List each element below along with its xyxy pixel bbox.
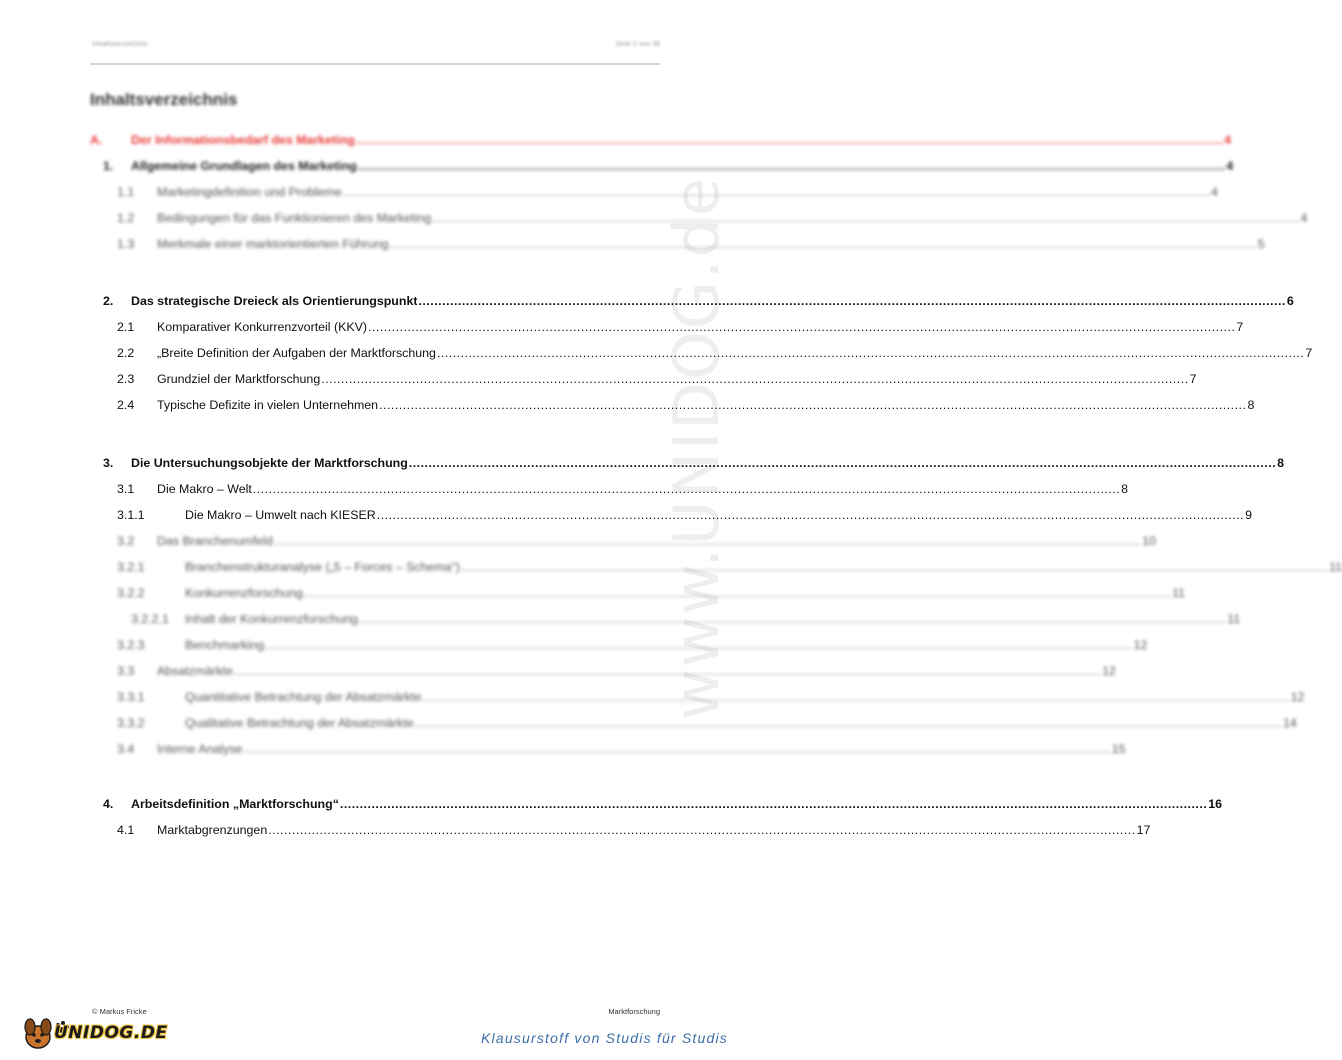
toc-entry-title: Bedingungen für das Funktionieren des Marketing (157, 211, 432, 225)
toc-leader-dots: ............................................................................................................................................................................................................................ (303, 586, 1172, 600)
toc-leader-dots: ............................................................................................................................................................................................................................ (358, 612, 1227, 626)
toc-leader-dots: ............................................................................................................................................................................................................................ (268, 823, 1136, 837)
toc-leader-dots: ............................................................................................................................................................................................................................ (273, 534, 1142, 548)
toc-entry-title: Merkmale einer marktorientierten Führung (157, 237, 389, 251)
toc-entry[interactable] (0, 795, 1223, 813)
toc-entry[interactable] (0, 714, 1297, 732)
toc-entry-number: 4.1 (117, 823, 135, 837)
toc-entry-number: 2.3 (117, 372, 135, 386)
toc-entry[interactable] (0, 344, 1313, 362)
toc-entry[interactable] (0, 235, 1265, 253)
toc-leader-dots: ............................................................................................................................................................................................................................ (357, 159, 1226, 173)
toc-entry-title: Die Makro – Welt (157, 482, 252, 496)
toc-entry-number: 3.1 (117, 482, 135, 496)
toc-entry[interactable] (0, 662, 1116, 680)
toc-entry[interactable] (0, 318, 1244, 336)
toc-entry-page: 4 (1210, 185, 1218, 199)
toc-entry-number: 1.1 (117, 185, 135, 199)
toc-entry-page: 12 (1133, 638, 1148, 652)
toc-entry-page: 14 (1283, 716, 1297, 730)
toc-entry[interactable] (0, 610, 1241, 628)
toc-entry-page: 8 (1121, 482, 1129, 496)
toc-leader-dots: ............................................................................................................................................................................................................................ (414, 716, 1283, 730)
toc-entry-number: 3.3 (117, 664, 135, 678)
toc-leader-dots: ............................................................................................................................................................................................................................ (422, 690, 1290, 704)
toc-entry-number: 1. (103, 159, 114, 173)
toc-entry[interactable] (0, 636, 1148, 654)
toc-entry[interactable] (0, 157, 1234, 175)
toc-entry-number: 3.2.2 (117, 586, 145, 600)
toc-entry-number: 2.1 (117, 320, 135, 334)
toc-entry[interactable] (0, 584, 1186, 602)
toc-entry-page: 5 (1257, 237, 1265, 251)
toc-entry-page: 6 (1286, 294, 1294, 308)
toc-entry-title: Branchenstrukturanalyse („5 – Forces – Schema“) (185, 560, 460, 574)
toc-entry-number: 2.4 (117, 398, 135, 412)
toc-entry-title: Inhalt der Konkurrenzforschung (185, 612, 358, 626)
toc-entry-title: Konkurrenzforschung (185, 586, 303, 600)
toc-entry-title: Arbeitsdefinition „Marktforschung“ (131, 797, 339, 811)
toc-leader-dots: ............................................................................................................................................................................................................................ (389, 237, 1257, 251)
toc-leader-dots: ............................................................................................................................................................................................................................ (233, 664, 1102, 678)
toc-entry-title: Typische Defizite in vielen Unternehmen (157, 398, 379, 412)
toc-leader-dots: ............................................................................................................................................................................................................................ (432, 211, 1300, 225)
toc-entry-title: Das Branchenumfeld (157, 534, 273, 548)
toc-leader-dots: ............................................................................................................................................................................................................................ (418, 294, 1286, 308)
toc-entry-page: 7 (1189, 372, 1197, 386)
toc-entry-number: 3.2.3 (117, 638, 145, 652)
toc-leader-dots: ............................................................................................................................................................................................................................ (368, 320, 1236, 334)
toc-entry-page: 16 (1208, 797, 1223, 811)
toc-leader-dots: ............................................................................................................................................................................................................................ (379, 398, 1247, 412)
toc-entry[interactable] (0, 183, 1218, 201)
toc-entry-page: 8 (1247, 398, 1255, 412)
toc-entry-number: A. (90, 133, 103, 147)
footer-author: © Markus Fricke (92, 1007, 147, 1016)
toc-entry-number: 3.3.2 (117, 716, 145, 730)
toc-entry[interactable] (0, 370, 1197, 388)
toc-entry[interactable] (0, 480, 1129, 498)
header-left: Inhaltsverzeichnis (92, 41, 148, 48)
toc-entry-title: Grundziel der Marktforschung (157, 372, 321, 386)
toc-entry-page: 12 (1102, 664, 1116, 678)
toc-entry-number: 3.2.1 (117, 560, 145, 574)
logo-text: UNIDOG.DE (54, 1023, 168, 1043)
watermark: www.UNIDOG.de (660, 176, 733, 720)
toc-entry-page: 7 (1305, 346, 1313, 360)
toc-entry-title: Interne Analyse (157, 742, 243, 756)
toc-entry-number: 3.4 (117, 742, 135, 756)
toc-leader-dots: ............................................................................................................................................................................................................................ (460, 560, 1329, 574)
footer-subject: Marktforschung (608, 1007, 660, 1016)
toc-entry[interactable] (0, 454, 1285, 472)
toc-leader-dots: ............................................................................................................................................................................................................................ (408, 456, 1277, 470)
toc-leader-dots: ............................................................................................................................................................................................................................ (339, 797, 1208, 811)
footer-tagline: Klausurstoff von Studis für Studis (480, 1030, 728, 1046)
toc-entry[interactable] (0, 131, 1232, 149)
toc-leader-dots: ............................................................................................................................................................................................................................ (243, 742, 1111, 756)
toc-entry[interactable] (0, 532, 1156, 550)
toc-entry-page: 8 (1277, 456, 1285, 470)
toc-entry-number: 2. (103, 294, 114, 308)
toc-entry[interactable] (0, 740, 1126, 758)
toc-entry-number: 1.3 (117, 237, 135, 251)
toc-entry-title: „Breite Definition der Aufgaben der Marktforschung (157, 346, 436, 360)
toc-entry-number: 3.1.1 (117, 508, 145, 522)
toc-entry-number: 1.2 (117, 211, 135, 225)
toc-entry-number: 3.2 (117, 534, 135, 548)
toc-entry[interactable] (0, 209, 1308, 227)
toc-entry-number: 2.2 (117, 346, 135, 360)
toc-entry-page: 11 (1227, 612, 1241, 626)
toc-entry-page: 7 (1236, 320, 1244, 334)
toc-leader-dots: ............................................................................................................................................................................................................................ (436, 346, 1305, 360)
toc-entry-title: Komparativer Konkurrenzvorteil (KKV) (157, 320, 368, 334)
toc-entry[interactable] (0, 292, 1294, 310)
toc-entry[interactable] (0, 558, 1342, 576)
toc-entry-number: 3. (103, 456, 114, 470)
toc-entry-number: 3.2.2.1 (131, 612, 169, 626)
toc-entry-title: Das strategische Dreieck als Orientierungspunkt (131, 294, 418, 308)
toc-entry-page: 12 (1290, 690, 1305, 704)
toc-entry-page: 4 (1224, 133, 1232, 147)
toc-entry-title: Absatzmärkte (157, 664, 233, 678)
toc-entry-page: 11 (1172, 586, 1186, 600)
toc-entry[interactable] (0, 821, 1151, 839)
toc-leader-dots: ............................................................................................................................................................................................................................ (376, 508, 1245, 522)
toc-entry-title: Die Untersuchungsobjekte der Marktforschung (131, 456, 408, 470)
toc-entry-title: Der Informationsbedarf des Marketing (131, 133, 355, 147)
toc-entry[interactable] (0, 396, 1255, 414)
toc-entry-page: 17 (1136, 823, 1151, 837)
toc-entry-number: 4. (103, 797, 114, 811)
toc-entry-title: Die Makro – Umwelt nach KIESER (185, 508, 376, 522)
toc-entry-page: 10 (1142, 534, 1156, 548)
toc-entry-title: Marketingdefinition und Probleme (157, 185, 342, 199)
toc-title: Inhaltsverzeichnis (90, 90, 238, 109)
toc-entry-title: Qualitative Betrachtung der Absatzmärkte (185, 716, 414, 730)
toc-entry-page: 11 (1329, 560, 1342, 574)
toc-entry-page: 4 (1226, 159, 1234, 173)
toc-entry[interactable] (0, 688, 1305, 706)
toc-leader-dots: ............................................................................................................................................................................................................................ (342, 185, 1210, 199)
toc-leader-dots: ............................................................................................................................................................................................................................ (252, 482, 1121, 496)
toc-entry-title: Allgemeine Grundlagen des Marketing (131, 159, 357, 173)
toc-entry-page: 15 (1111, 742, 1126, 756)
toc-entry-title: Benchmarking (185, 638, 265, 652)
toc-leader-dots: ............................................................................................................................................................................................................................ (355, 133, 1224, 147)
toc-entry-number: 3.3.1 (117, 690, 145, 704)
toc-entry[interactable] (0, 506, 1253, 524)
toc-entry-title: Marktabgrenzungen (157, 823, 268, 837)
toc-entry-page: 4 (1300, 211, 1308, 225)
toc-entry-title: Quantitative Betrachtung der Absatzmärkte (185, 690, 422, 704)
toc-entry-page: 9 (1245, 508, 1253, 522)
toc-leader-dots: ............................................................................................................................................................................................................................ (321, 372, 1189, 386)
header-rule (90, 63, 660, 65)
toc-leader-dots: ............................................................................................................................................................................................................................ (265, 638, 1133, 652)
header-right: Seite 2 von 38 (615, 41, 660, 48)
